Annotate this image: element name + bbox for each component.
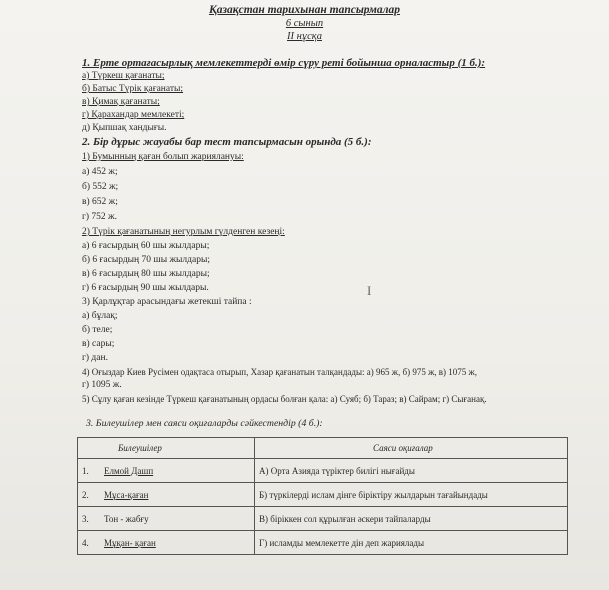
q1-option: г) Қарахандар мемлекеті; <box>82 110 185 120</box>
ruler-cell <box>78 531 255 555</box>
q1-option: в) Қимақ қағанаты; <box>82 97 160 107</box>
q2-question: 1) Бумынның қаған болып жариялануы: <box>82 152 244 162</box>
q2-question: 3) Қарлұқтар арасындағы жетекші тайпа : <box>82 297 252 307</box>
table-header-row <box>78 438 568 459</box>
ruler-cell <box>78 459 255 483</box>
grade-label: 6 сынып <box>285 18 324 29</box>
q2-option: в) 6 ғасырдың 80 шы жылдары; <box>82 269 210 279</box>
q1-option: б) Батыс Түрік қағанаты; <box>82 84 184 94</box>
ruler-name: Тон - жабғу <box>104 513 149 524</box>
q2-option: г) 752 ж. <box>82 212 117 222</box>
event-cell: Б) түркілерді ислам дінге біріктіру жылдарын тағайындады <box>255 483 568 507</box>
q2-option: б) 552 ж; <box>82 182 119 192</box>
table-row <box>78 531 568 555</box>
matching-table <box>77 437 568 555</box>
q2-option: б) теле; <box>82 325 113 335</box>
q2-option: а) бұлақ; <box>82 311 118 321</box>
row-number: 1. <box>82 465 89 476</box>
q1-option: д) Қыпшақ хандығы. <box>82 123 167 133</box>
q2-title: 2. Бір дұрыс жауабы бар тест тапсырмасын орында (5 б.): <box>82 136 372 148</box>
table-row <box>78 483 568 507</box>
row-number: 2. <box>82 489 89 500</box>
text-cursor-icon: I <box>367 283 372 298</box>
column-header-events: Саяси оқиғалар <box>255 438 568 459</box>
q2-option: а) 6 ғасырдың 60 шы жылдары; <box>82 241 210 251</box>
q2-question-5: 5) Сұлу қаған кезінде Түркеш қағанатының ордасы болған қала: а) Суяб; б) Тараз; в) Сайрам; г) Сығанақ. <box>82 394 487 404</box>
document-title: Қазақстан тарихынан тапсырмалар <box>208 4 401 16</box>
variant-label: ІІ нұсқа <box>287 31 322 42</box>
q2-option: в) сары; <box>82 339 115 349</box>
ruler-name: Мұқан- қаған <box>104 537 156 548</box>
table-row <box>78 507 568 531</box>
table-row <box>78 459 568 483</box>
q2-question-4-cont: г) 1095 ж. <box>82 380 122 390</box>
q1-option: а) Түркеш қағанаты; <box>82 71 165 81</box>
row-number: 4. <box>82 537 89 548</box>
q2-question: 2) Түрік қағанатының негурлым гүлденген кезеңі: <box>82 227 285 237</box>
q2-option: б) 6 ғасырдың 70 шы жылдары; <box>82 255 210 265</box>
ruler-name: Елмой Дашп <box>104 465 154 476</box>
event-cell: Г) исламды мемлекетте дін деп жариялады <box>255 531 568 555</box>
event-cell: В) біріккен сол құрылған әскери тайпаларды <box>255 507 568 531</box>
q3-title: 3. Билеушілер мен саяси оқиғаларды сәйкестендір (4 б.): <box>86 418 323 429</box>
q1-title: 1. Ерте ортағасырлық мемлекеттерді өмір сүру реті бойынша орналастыр (1 б.): <box>82 57 486 69</box>
q2-option: в) 652 ж; <box>82 197 118 207</box>
ruler-cell <box>78 483 255 507</box>
event-cell: А) Орта Азияда түріктер билігі нығайды <box>255 459 568 483</box>
q2-question-4: 4) Оғыздар Киев Русімен одақтаса отырып, Хазар қағанатын талқандады: а) 965 ж, б) 975 ж, в) 1075 ж, <box>82 367 478 377</box>
q2-option: а) 452 ж; <box>82 167 118 177</box>
q2-option: г) дан. <box>82 353 108 363</box>
column-header-rulers: Билеушілер <box>78 438 255 459</box>
ruler-name: Мұса-қаған <box>104 489 149 500</box>
q2-option: г) 6 ғасырдың 90 шы жылдары. <box>82 283 209 293</box>
row-number: 3. <box>82 513 89 524</box>
ruler-cell <box>78 507 255 531</box>
